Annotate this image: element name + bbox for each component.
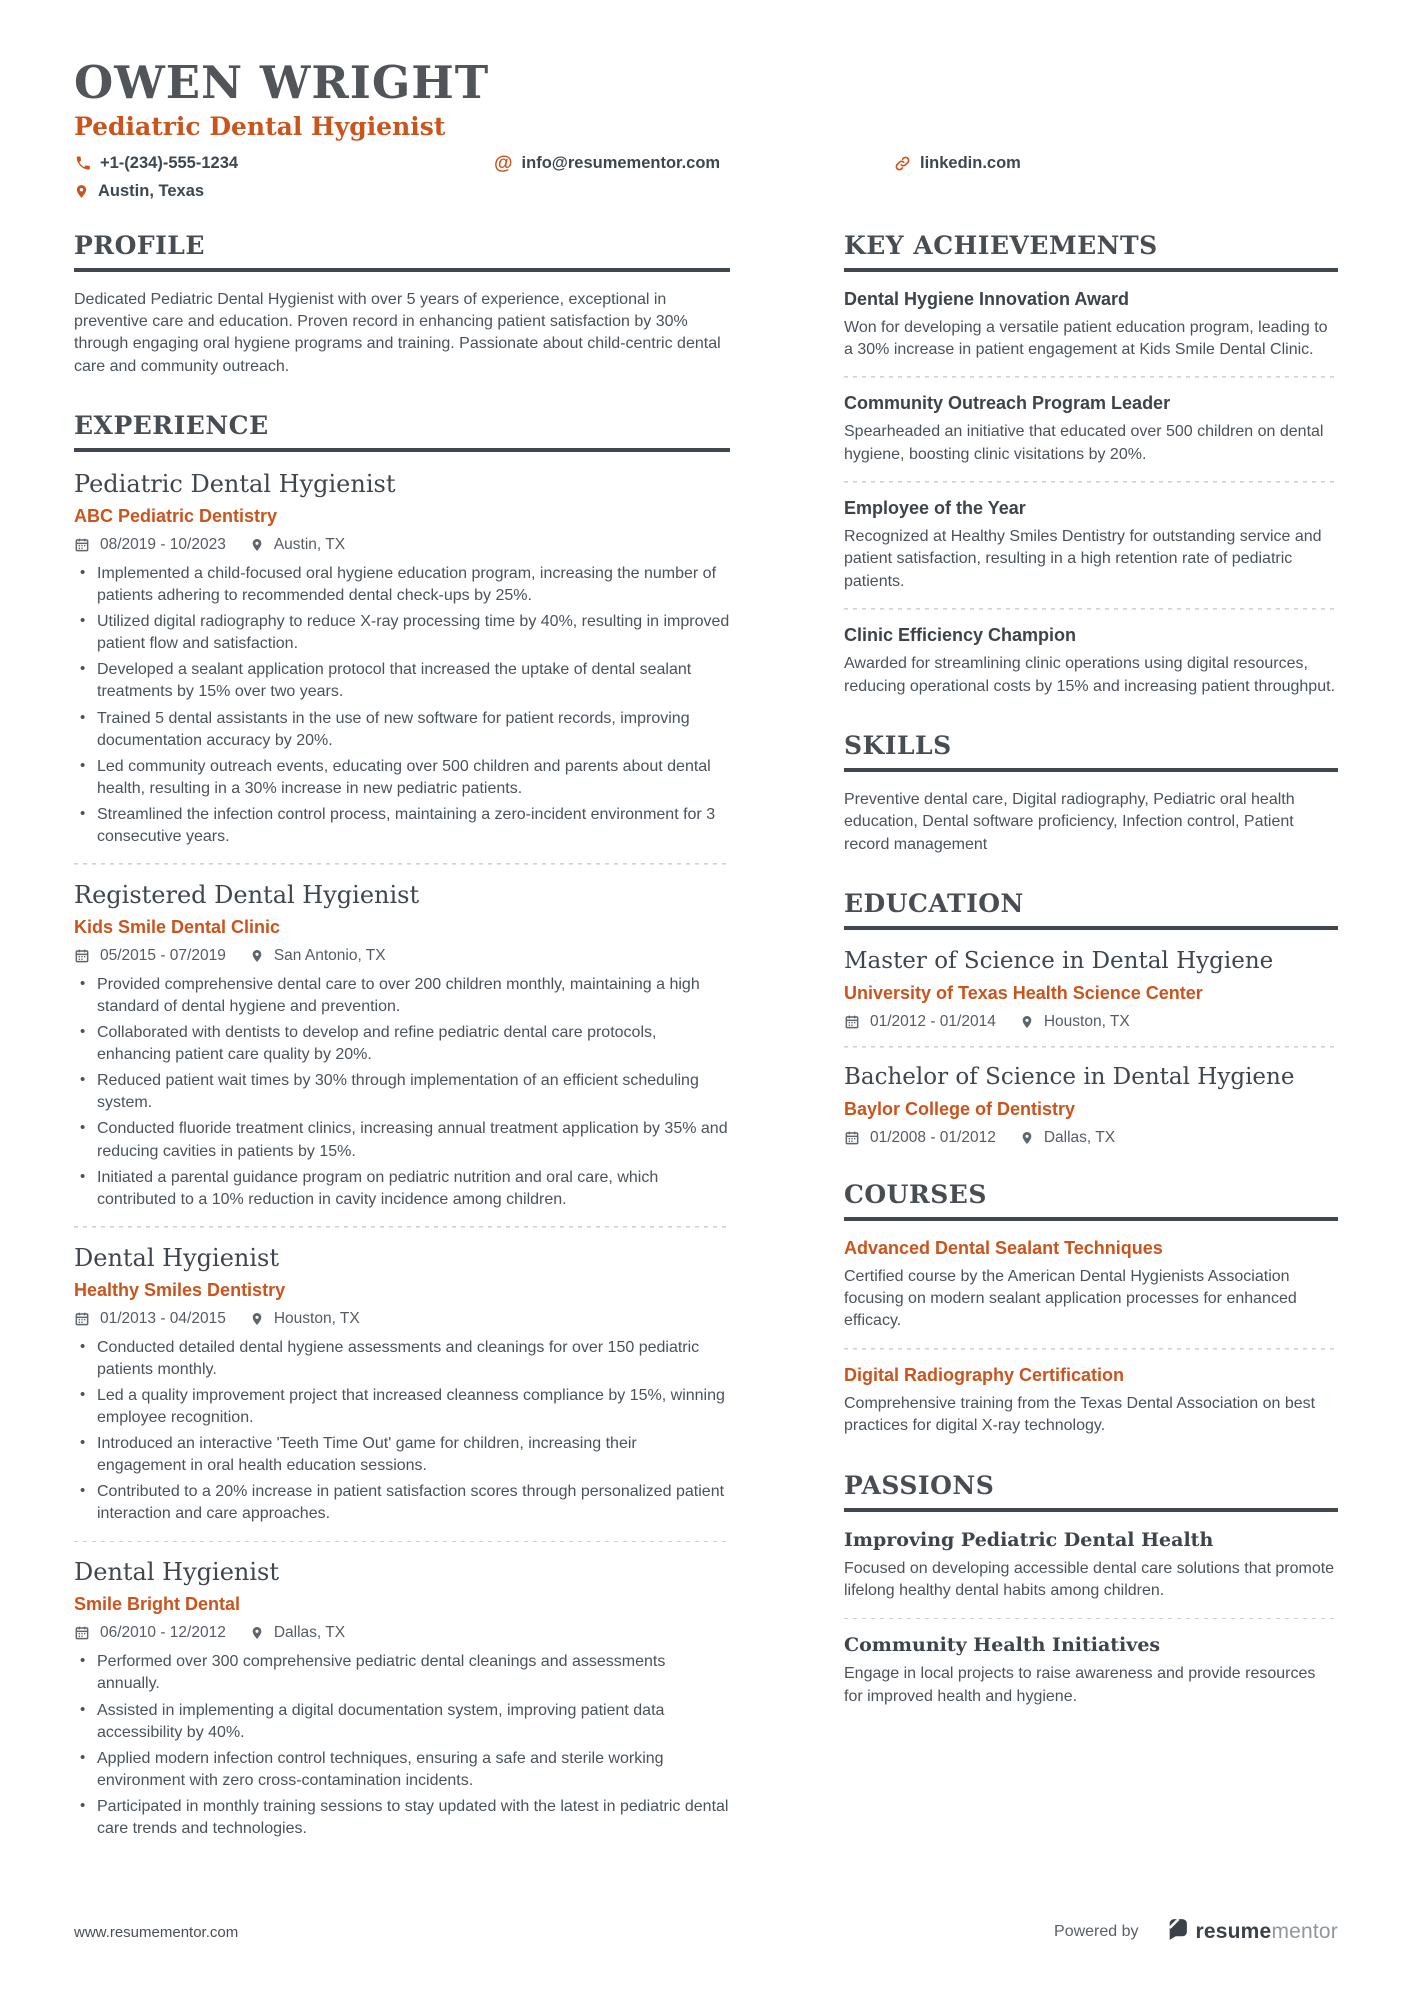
passions-heading: PASSIONS xyxy=(844,1471,1338,1512)
section-profile xyxy=(74,231,730,379)
job-company: Healthy Smiles Dentistry xyxy=(74,1279,286,1300)
divider xyxy=(74,863,730,865)
right-column xyxy=(844,231,1338,1874)
job-bullets xyxy=(74,1337,730,1526)
school: University of Texas Health Science Center xyxy=(844,982,1203,1003)
contact-phone-value: +1-(234)-555-1234 xyxy=(100,153,239,172)
contact-linkedin[interactable] xyxy=(894,154,1338,173)
job-company: ABC Pediatric Dentistry xyxy=(74,506,278,527)
degree: Bachelor of Science in Dental Hygiene xyxy=(844,1063,1295,1090)
job-bullet: • Trained 5 dental assistants in the use of new software for patient records, improving documentation accuracy by 20%. xyxy=(74,708,730,752)
job-entry xyxy=(74,880,730,1211)
link-icon xyxy=(894,155,911,172)
courses-heading: COURSES xyxy=(844,1180,1338,1221)
job-bullet: • Introduced an interactive 'Teeth Time Out' game for children, increasing their engagement in oral health education sessions. xyxy=(74,1433,730,1477)
job-entry xyxy=(74,1243,730,1526)
divider xyxy=(844,481,1338,483)
contact-phone[interactable] xyxy=(74,154,494,173)
course-item xyxy=(844,1238,1338,1333)
job-bullet: • Collaborated with dentists to develop and refine pediatric dental care protocols, enhancing patient care quality by 20%. xyxy=(74,1022,730,1066)
section-passions xyxy=(844,1471,1338,1709)
job-company: Smile Bright Dental xyxy=(74,1594,241,1615)
calendar-icon xyxy=(844,1130,860,1146)
brand-name-light: mentor xyxy=(1271,1920,1338,1943)
job-bullet: • Performed over 300 comprehensive pediatric dental cleanings and assessments annually. xyxy=(74,1651,730,1695)
email-at-icon: @ xyxy=(494,152,513,174)
section-education xyxy=(844,889,1338,1147)
achievement-item xyxy=(844,498,1338,593)
job-dates: 06/2010 - 12/2012 xyxy=(100,1624,226,1642)
passion-item xyxy=(844,1634,1338,1708)
achievement-title: Clinic Efficiency Champion xyxy=(844,625,1077,646)
course-item xyxy=(844,1365,1338,1438)
skills-heading: SKILLS xyxy=(844,731,1338,772)
achievement-text: Recognized at Healthy Smiles Dentistry for outstanding service and patient satisfaction, resulting in a high retention rate of pediatric patients. xyxy=(844,528,1322,590)
achievement-item xyxy=(844,393,1338,466)
divider xyxy=(74,1540,730,1542)
job-bullet: • Conducted fluoride treatment clinics, increasing annual treatment application by 35% and reducing cavities in patients by 15%. xyxy=(74,1118,730,1162)
course-text: Comprehensive training from the Texas Dental Association on best practices for digital X-ray technology. xyxy=(844,1394,1316,1435)
calendar-icon xyxy=(74,1625,90,1641)
achievement-title: Community Outreach Program Leader xyxy=(844,393,1171,414)
achievement-item xyxy=(844,289,1338,362)
passion-title: Community Health Initiatives xyxy=(844,1634,1161,1657)
key-achievements-heading: KEY ACHIEVEMENTS xyxy=(844,231,1338,272)
resumementor-logo[interactable] xyxy=(1165,1917,1338,1947)
skills-text: Preventive dental care, Digital radiography, Pediatric oral health education, Dental software proficiency, Infection control, Patient record management xyxy=(844,791,1295,853)
candidate-name: OWEN WRIGHT xyxy=(74,56,490,109)
education-heading: EDUCATION xyxy=(844,889,1338,930)
section-key-achievements xyxy=(844,231,1338,699)
contact-bar xyxy=(74,154,1338,201)
job-meta xyxy=(74,536,730,554)
candidate-title: Pediatric Dental Hygienist xyxy=(74,111,446,141)
job-location: San Antonio, TX xyxy=(273,947,386,964)
passion-text: Focused on developing accessible dental care solutions that promote lifelong healthy dental habits among children. xyxy=(844,1559,1335,1600)
job-bullet: • Led community outreach events, educating over 500 children and parents about dental health, resulting in a 30% increase in new pediatric patients. xyxy=(74,756,730,800)
job-bullet: • Initiated a parental guidance program on pediatric nutrition and oral care, which contributed to a 10% reduction in cavity incidence among children. xyxy=(74,1167,730,1211)
job-bullet: • Utilized digital radiography to reduce X-ray processing time by 40%, resulting in improved patient flow and satisfaction. xyxy=(74,611,730,655)
achievement-text: Won for developing a versatile patient education program, leading to a 30% increase in patient engagement at Kids Smile Dental Clinic. xyxy=(844,318,1328,358)
education-meta xyxy=(844,1129,1338,1147)
course-title: Advanced Dental Sealant Techniques xyxy=(844,1237,1163,1258)
job-bullet: • Implemented a child-focused oral hygiene education program, increasing the number of patients adhering to recommended dental check-ups by 25%. xyxy=(74,563,730,607)
job-company: Kids Smile Dental Clinic xyxy=(74,917,281,937)
education-entry xyxy=(844,947,1338,1031)
education-entry xyxy=(844,1063,1338,1147)
passion-title: Improving Pediatric Dental Health xyxy=(844,1528,1214,1551)
experience-heading: EXPERIENCE xyxy=(74,411,730,452)
job-location: Austin, TX xyxy=(273,536,346,554)
job-bullet: • Led a quality improvement project that increased cleanness compliance by 15%, winning employee recognition. xyxy=(74,1385,730,1429)
education-meta xyxy=(844,1013,1338,1031)
divider xyxy=(844,1046,1338,1048)
divider xyxy=(844,376,1338,378)
calendar-icon xyxy=(74,948,90,964)
course-text: Certified course by the American Dental Hygienists Association focusing on modern sealant application processes for enhanced efficacy. xyxy=(844,1267,1297,1330)
contact-email[interactable] xyxy=(494,154,894,173)
contact-location xyxy=(74,182,494,201)
section-experience xyxy=(74,411,730,1840)
achievement-item xyxy=(844,625,1338,698)
profile-heading: PROFILE xyxy=(74,231,730,272)
divider xyxy=(844,1348,1338,1350)
powered-by-label: Powered by xyxy=(1054,1923,1139,1940)
location-pin-icon xyxy=(250,1625,264,1641)
left-column xyxy=(74,231,730,1874)
job-meta xyxy=(74,947,730,965)
job-bullet: • Participated in monthly training sessions to stay updated with the latest in pediatric dental care trends and technologies. xyxy=(74,1796,730,1840)
job-bullet: • Contributed to a 20% increase in patient satisfaction scores through personalized patient interaction and care approaches. xyxy=(74,1481,730,1525)
job-title: Dental Hygienist xyxy=(74,1243,279,1272)
contact-email-value: info@resumementor.com xyxy=(521,153,721,172)
job-title: Registered Dental Hygienist xyxy=(74,881,420,909)
divider xyxy=(844,1617,1338,1619)
job-bullet: • Developed a sealant application protocol that increased the uptake of dental sealant treatments by 15% over two years. xyxy=(74,659,730,703)
section-skills xyxy=(844,731,1338,856)
job-bullets xyxy=(74,1651,730,1840)
contact-linkedin-value: linkedin.com xyxy=(920,153,1021,172)
education-location: Houston, TX xyxy=(1043,1012,1130,1030)
job-meta xyxy=(74,1310,730,1328)
phone-icon xyxy=(74,155,91,172)
job-entry xyxy=(74,469,730,848)
location-pin-icon xyxy=(250,948,264,964)
passion-text: Engage in local projects to raise awareness and provide resources for improved health and hygiene. xyxy=(844,1665,1316,1705)
school: Baylor College of Dentistry xyxy=(844,1098,1076,1119)
job-title: Pediatric Dental Hygienist xyxy=(74,470,396,499)
section-courses xyxy=(844,1180,1338,1438)
page-footer xyxy=(74,1917,1338,1947)
job-entry xyxy=(74,1557,730,1840)
job-dates: 05/2015 - 07/2019 xyxy=(100,947,226,964)
job-location: Houston, TX xyxy=(273,1309,360,1327)
job-dates: 08/2019 - 10/2023 xyxy=(100,536,226,554)
location-pin-icon xyxy=(1020,1014,1034,1030)
contact-location-value: Austin, Texas xyxy=(98,181,205,200)
job-location: Dallas, TX xyxy=(273,1624,346,1642)
calendar-icon xyxy=(74,1311,90,1327)
passion-item xyxy=(844,1529,1338,1603)
achievement-title: Employee of the Year xyxy=(844,498,1026,519)
resumementor-logo-icon xyxy=(1165,1917,1190,1947)
divider xyxy=(844,608,1338,610)
degree: Master of Science in Dental Hygiene xyxy=(844,948,1274,975)
job-bullet: • Provided comprehensive dental care to over 200 children monthly, maintaining a high standard of dental hygiene and prevention. xyxy=(74,974,730,1018)
achievement-text: Spearheaded an initiative that educated over 500 children on dental hygiene, boosting clinic visitations by 20%. xyxy=(844,423,1324,463)
footer-website-link[interactable]: www.resumementor.com xyxy=(74,1923,239,1941)
job-bullet: • Assisted in implementing a digital documentation system, improving patient data accessibility by 40%. xyxy=(74,1700,730,1744)
location-pin-icon xyxy=(74,183,89,200)
location-pin-icon xyxy=(250,537,264,553)
job-bullets xyxy=(74,563,730,848)
divider xyxy=(74,1226,730,1228)
job-bullet: • Conducted detailed dental hygiene assessments and cleanings for over 150 pediatric patients monthly. xyxy=(74,1337,730,1381)
location-pin-icon xyxy=(250,1311,264,1327)
job-bullets xyxy=(74,974,730,1211)
profile-text: Dedicated Pediatric Dental Hygienist with over 5 years of experience, exceptional in preventive care and education. Proven record in enhancing patient satisfaction by 30% through engaging oral hygiene programs and training. Passionate about child-centric dental care and community outreach. xyxy=(74,290,721,375)
calendar-icon xyxy=(844,1014,860,1030)
job-dates: 01/2013 - 04/2015 xyxy=(100,1309,226,1327)
achievement-title: Dental Hygiene Innovation Award xyxy=(844,288,1130,309)
job-title: Dental Hygienist xyxy=(74,1558,279,1587)
education-dates: 01/2008 - 01/2012 xyxy=(870,1128,996,1146)
achievement-text: Awarded for streamlining clinic operations using digital resources, reducing operational costs by 15% and increasing patient throughput. xyxy=(844,655,1335,695)
job-bullet: • Applied modern infection control techniques, ensuring a safe and sterile working environment with zero cross-contamination incidents. xyxy=(74,1748,730,1792)
powered-by xyxy=(1054,1917,1338,1947)
job-bullet: • Streamlined the infection control process, maintaining a zero-incident environment for 3 consecutive years. xyxy=(74,804,730,848)
location-pin-icon xyxy=(1020,1130,1034,1146)
resume-header xyxy=(74,58,1338,201)
education-dates: 01/2012 - 01/2014 xyxy=(870,1012,996,1030)
education-location: Dallas, TX xyxy=(1043,1128,1116,1146)
course-title: Digital Radiography Certification xyxy=(844,1364,1125,1385)
calendar-icon xyxy=(74,537,90,553)
job-bullet: • Reduced patient wait times by 30% through implementation of an efficient scheduling system. xyxy=(74,1070,730,1114)
brand-name-bold: resume xyxy=(1195,1920,1272,1943)
job-meta xyxy=(74,1624,730,1642)
